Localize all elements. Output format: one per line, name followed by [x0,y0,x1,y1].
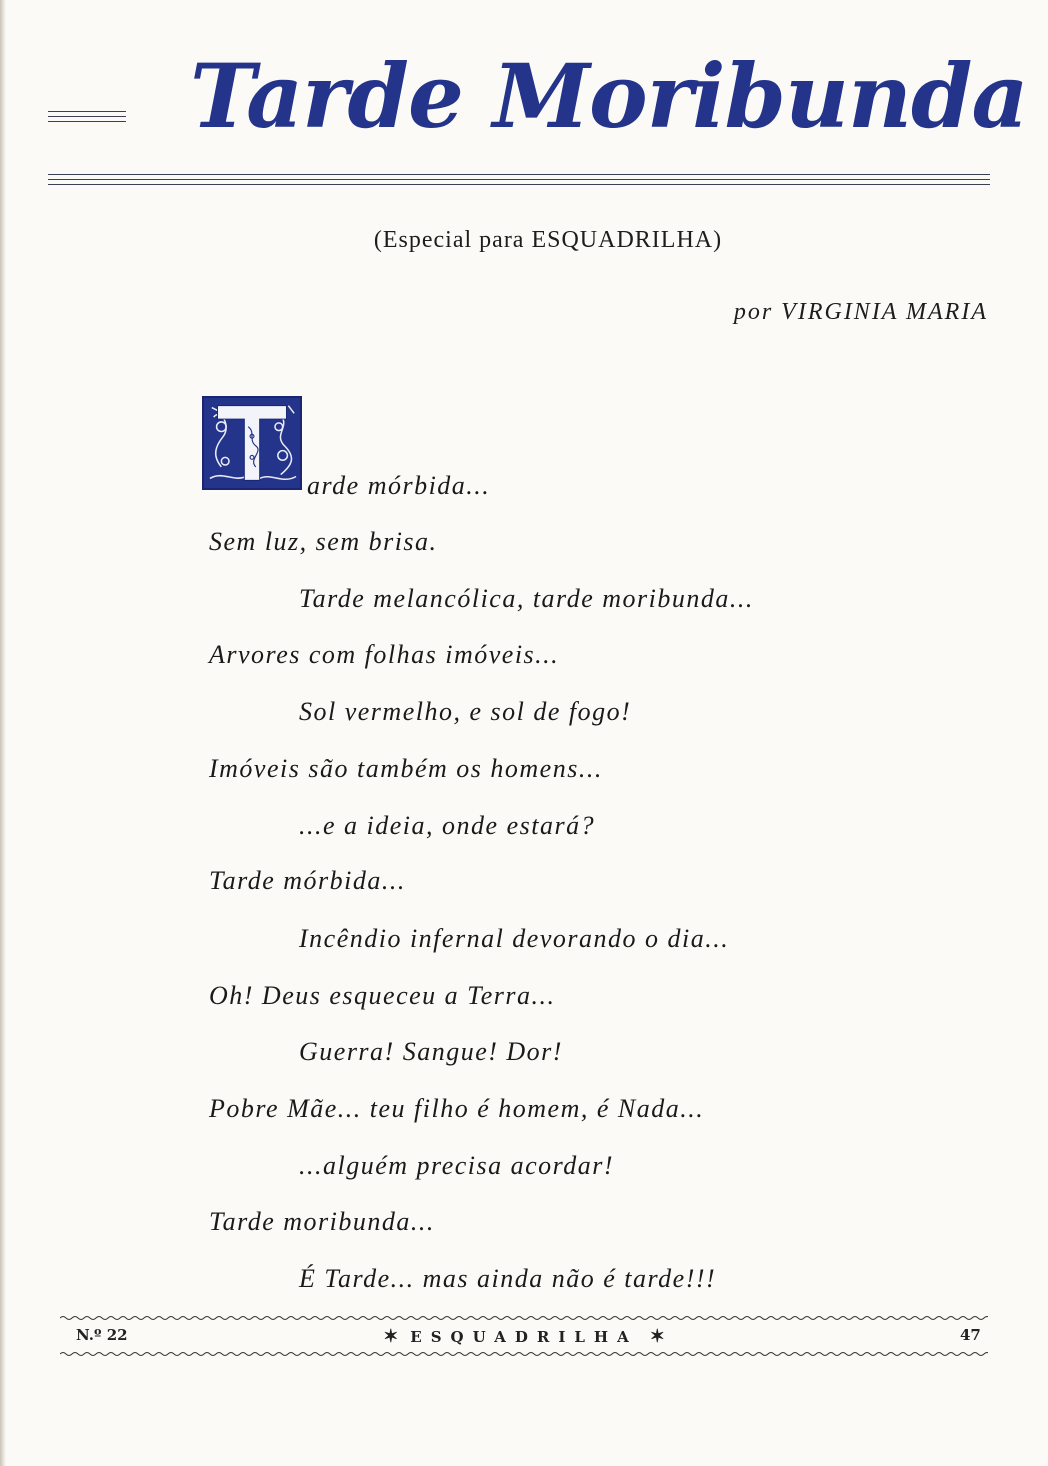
poem-line-15: É Tarde... mas ainda não é tarde!!! [299,1264,717,1293]
poem-line-8: Tarde mórbida... [209,866,406,895]
page-number: 47 [960,1326,981,1344]
star-icon: ✶ [383,1326,399,1347]
title-underline-rule [48,174,990,189]
poem-line-10: Oh! Deus esqueceu a Terra... [209,981,556,1010]
footer-top-wave [60,1314,988,1322]
poem-line-3: Tarde melancólica, tarde moribunda... [299,584,754,613]
magazine-name: ESQUADRILHA [410,1328,638,1346]
poem-line-5: Sol vermelho, e sol de fogo! [299,697,632,726]
page-edge-shadow [0,0,6,1466]
footer-magazine-name [0,1326,1048,1347]
ornamental-letter-t-icon [204,398,300,488]
poem-line-12: Pobre Mãe... teu filho é homem, é Nada... [209,1094,705,1123]
poem-line-13: ...alguém precisa acordar! [299,1151,615,1180]
poem-line-11: Guerra! Sangue! Dor! [299,1037,563,1066]
ornamental-dropcap [202,396,302,490]
poem-line-7: ...e a ideia, onde estará? [299,811,596,840]
star-icon: ✶ [649,1326,665,1347]
byline: por VIRGINIA MARIA [733,299,988,325]
title-left-rule [48,111,126,125]
subtitle: (Especial para ESQUADRILHA) [373,227,723,253]
poem-line-1: arde mórbida... [307,471,491,500]
footer-bottom-wave [60,1350,988,1358]
page-title: Tarde Moribunda [190,44,1028,148]
poem-line-9: Incêndio infernal devorando o dia... [299,924,730,953]
issue-number: N.º 22 [76,1326,128,1344]
poem-line-2: Sem luz, sem brisa. [209,527,438,556]
poem-line-4: Arvores com folhas imóveis... [209,640,560,669]
poem-line-14: Tarde moribunda... [209,1207,435,1236]
poem-line-6: Imóveis são também os homens... [209,754,603,783]
